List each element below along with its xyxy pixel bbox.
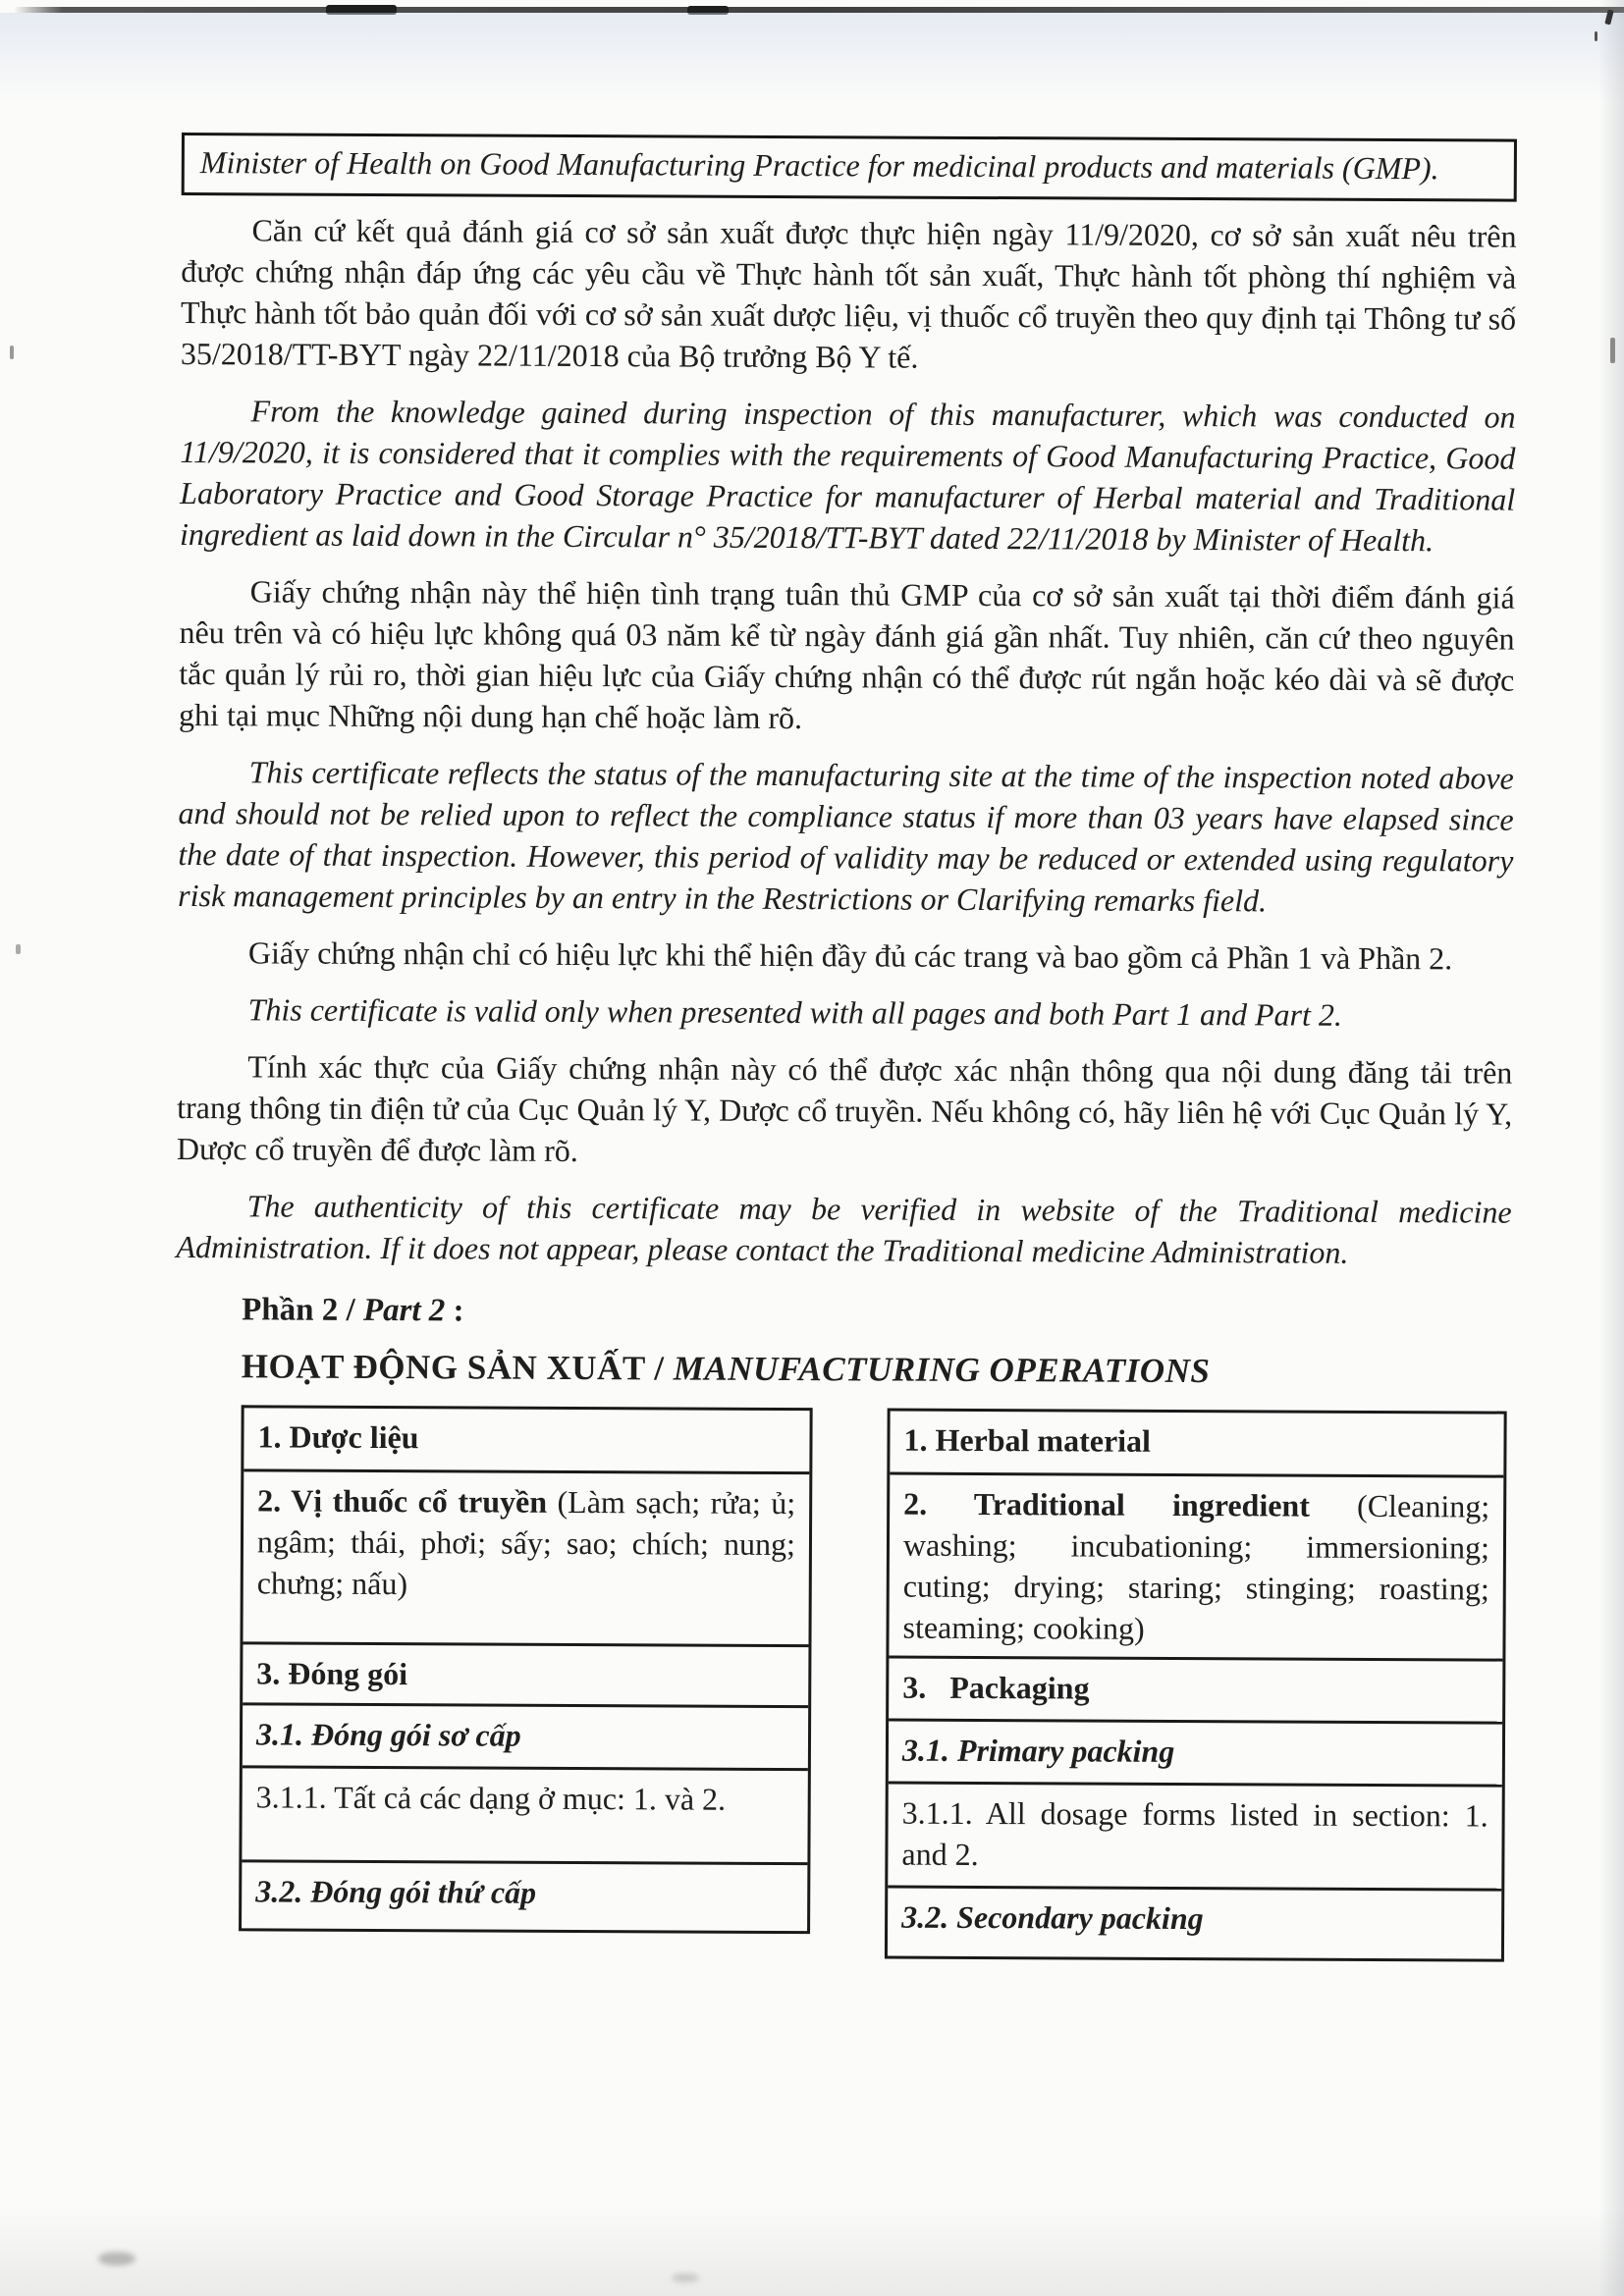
cell-text: Secondary packing xyxy=(948,1898,1204,1937)
cell-text: Primary packing xyxy=(948,1732,1175,1769)
operations-heading-en: MANUFACTURING OPERATIONS xyxy=(673,1349,1211,1391)
table-row xyxy=(243,1468,809,1644)
cell-text: 3. Đóng gói xyxy=(256,1655,408,1692)
table-row xyxy=(244,1408,809,1471)
paragraph-vi-authenticity: Tính xác thực của Giấy chứng nhận này có thể được xác nhận thông qua nội dung đăng tải trên trang thông tin điện tử của Cục Quản lý Y, Dược cổ truyền. Nếu không có, hãy liên hệ với Cục Quản lý Y, Dược cổ truyền để được làm rõ. xyxy=(176,1048,1513,1168)
paragraph-en-basis: From the knowledge gained during inspection of this manufacturer, which was conducted on 11/9/2020, it is considered that it complies with the requirements of Good Manufacturing Practice, Good Laboratory Practice and Good Storage Practice for manufacturer of Herbal material and Traditional ingredient as laid down in the Circular n° 35/2018/TT-BYT dated 22/11/2018 by Minister of Health. xyxy=(179,393,1516,559)
cell-text: 3.1.1. All dosage forms listed in section: 1. and 2. xyxy=(901,1794,1489,1872)
part2-heading-separator: / xyxy=(338,1292,364,1328)
paragraph-en-pages: This certificate is valid only when presented with all pages and both Part 1 and Part 2. xyxy=(247,991,1342,1033)
cell-text: 3.2. xyxy=(901,1898,949,1935)
cell-text: (Làm sạch; rửa; ủ; ngâm; thái, phơi; sấy; sao; chích; nung; chưng; nấu) xyxy=(256,1483,796,1602)
table-row xyxy=(242,1859,807,1931)
table-row xyxy=(889,1656,1502,1722)
table-row xyxy=(243,1641,808,1705)
paragraph-vi-validity: Giấy chứng nhận này thể hiện tình trạng tuân thủ GMP của cơ sở sản xuất tại thời điểm đánh giá nêu trên và có hiệu lực không quá 03 năm kể từ ngày đánh giá gần nhất. Tuy nhiên, căn cứ theo nguyên tắc quản lý rủi ro, thời gian hiệu lực của Giấy chứng nhận có thể được rút ngắn hoặc kéo dài và sẽ được ghi tại mục Những nội dung hạn chế hoặc làm rõ. xyxy=(179,573,1515,736)
paragraph-vi-pages: Giấy chứng nhận chỉ có hiệu lực khi thể hiện đầy đủ các trang và bao gồm cả Phần 1 và Phần 2. xyxy=(247,934,1453,977)
part2-heading-colon: : xyxy=(445,1293,464,1329)
cell-text: 3.1. xyxy=(901,1732,950,1768)
cell-text: 2. Vị thuốc cổ truyền xyxy=(257,1482,548,1520)
scan-artifact xyxy=(16,944,21,954)
table-row xyxy=(889,1472,1503,1659)
part2-heading-en: Part 2 xyxy=(362,1292,446,1329)
operations-table-en xyxy=(885,1409,1507,1962)
table-row xyxy=(242,1765,807,1862)
operations-heading xyxy=(242,1346,1511,1393)
cell-text: 1. Herbal material xyxy=(903,1421,1152,1459)
scan-artifact xyxy=(1595,31,1597,41)
cell-text: 2. Traditional ingredient xyxy=(903,1485,1311,1523)
scan-artifact xyxy=(1610,338,1615,363)
operations-table-vi xyxy=(239,1405,813,1934)
header-continuation-text: Minister of Health on Good Manufacturing Practice for medicinal products and materials (GMP). xyxy=(199,144,1439,187)
operations-heading-separator: / xyxy=(645,1349,674,1388)
operations-tables xyxy=(239,1405,1511,1961)
table-row xyxy=(889,1719,1502,1785)
operations-heading-vi: HOẠT ĐỘNG SẢN XUẤT xyxy=(241,1347,646,1388)
cell-text: 3.2. xyxy=(255,1873,303,1909)
table-row xyxy=(890,1412,1503,1475)
cell-text: Đóng gói sơ cấp xyxy=(302,1716,521,1753)
scan-artifact xyxy=(10,346,14,359)
cell-text: 3.1.1. Tất cả các dạng ở mục: 1. và 2. xyxy=(255,1779,727,1817)
table-row xyxy=(243,1702,808,1768)
cell-text: Đóng gói thứ cấp xyxy=(302,1873,537,1910)
part2-heading-vi: Phần 2 xyxy=(242,1292,339,1328)
paragraph-vi-basis: Căn cứ kết quả đánh giá cơ sở sản xuất được thực hiện ngày 11/9/2020, cơ sở sản xuất nêu trên được chứng nhận đáp ứng các yêu cầu về Thực hành tốt sản xuất, Thực hành tốt phòng thí nghiệm và Thực hành tốt bảo quản đối với cơ sở sản xuất dược liệu, vị thuốc cổ truyền theo quy định tại Thông tư số 35/2018/TT-BYT ngày 22/11/2018 của Bộ trưởng Bộ Y tế. xyxy=(180,212,1517,375)
header-continuation-box xyxy=(182,133,1517,202)
paragraph-en-authenticity: The authenticity of this certificate may be verified in website of the Traditional medicine Administration. If it does not appear, please contact the Traditional medicine Administration. xyxy=(176,1188,1512,1270)
cell-text: (Cleaning; washing; incubationing; immersioning; cuting; drying; staring; stinging; roasting; steaming; cooking) xyxy=(902,1487,1490,1646)
scan-artifact xyxy=(672,2273,699,2282)
paragraph-en-validity: This certificate reflects the status of the manufacturing site at the time of the inspection noted above and should not be relied upon to reflect the compliance status if more than 03 years have elapsed since the date of that inspection. However, this period of validity may be reduced or extended using regulatory risk management principles by an entry in the Restrictions or Clarifying remarks field. xyxy=(178,754,1514,919)
document-sheet xyxy=(173,133,1517,1962)
cell-text: 3. Packaging xyxy=(902,1669,1090,1706)
table-row xyxy=(888,1782,1502,1889)
cell-text: 1. Dược liệu xyxy=(257,1418,419,1456)
part2-heading xyxy=(242,1289,1511,1336)
table-row xyxy=(888,1886,1501,1959)
scan-edge-bottom xyxy=(0,2206,1624,2296)
cell-text: 3.1. xyxy=(255,1716,304,1752)
scan-tint-band xyxy=(0,13,1624,103)
scan-artifact xyxy=(98,2252,135,2266)
